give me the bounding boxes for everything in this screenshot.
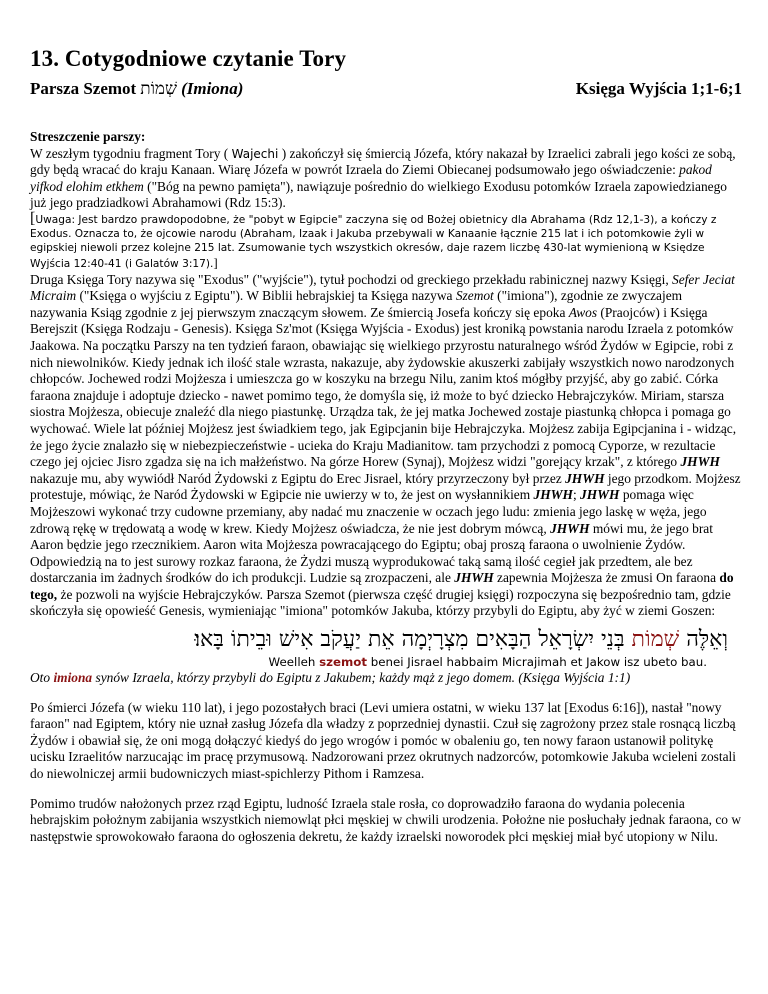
- wajechi-term: Wajechi: [231, 146, 279, 161]
- paragraph-new-pharaoh: Po śmierci Józefa (w wieku 110 lat), i jego pozostałych braci (Levi umiera ostatni, w wieku 137 lat [Exodus 6:16]), nastał "nowy faraon" nad Egiptem, który nie uznał zasług Józefa dla władzy z poprzedniej dynastii. Czuł się zagrożony przez stale rosnącą liczbą Żydów i obawiał się, że oni mogą dołączyć kiedyś do jego wrogów i pomóc w obaleniu go, ten nowy faraon ustanowił politykę ucisku Izraelitów narzucając im pracę przymusową. Nadzorowani przez okrutnych nadzorców, potomkowie Jakuba wcieleni zostali do niewolniczej armii budowniczych miast-spichlerzy Pithom i Ramzesa.: [30, 699, 736, 782]
- parsha-name: [30, 77, 243, 101]
- transliteration: Weelleh szemot benei Jisrael habbaim Micrajimah et Jakow isz ubeto bau.: [268, 655, 707, 670]
- parsha-meaning: (Imiona): [181, 79, 244, 98]
- page-title: 13. Cotygodniowe czytanie Tory: [30, 46, 347, 71]
- parsha-hebrew: שְׁמוֹת: [140, 79, 178, 99]
- quote-pakod: pakod yifkod elohim etkhem: [30, 162, 712, 194]
- book-reference: Księga Wyjścia 1;1-6;1: [575, 79, 742, 98]
- paragraph-intro: W zeszłym tygodniu fragment Tory ( Wajechi ) zakończył się śmiercią Józefa, który nakazał by Izraelici zabrali jego kości ze sobą, gdy będą wracać do kraju Kanaan. Wiarę Józefa w powrót Izraela do Ziemi Obiecanej podsumowało jego oświadczenie: pakod yifkod elohim etkhem ("Bóg na pewno pamięta"), nawiązuje pośrednio do wielkiego Exodusu potomków Izraela zapowiedzianego już jego pradziadkowi Abrahamowi (Rdz 15:3).: [30, 145, 736, 211]
- document-page: [30, 44, 742, 845]
- parsha-subheader: [30, 77, 742, 101]
- hebrew-szemot-highlight: שְׁמוֹת: [631, 627, 680, 653]
- note-block: [Uwaga: Jest bardzo prawdopodobne, że "pobyt w Egipcie" zaczyna się od Bożej obietnicy dla Abrahama (Rdz 12,1-3), a kończy z Exodus. Oznacza to, że ojcowie narodu (Abraham, Izaak i Jakuba przebywali w Kanaanie łącznie 215 lat i ich potomkowie żyli w egipskiej niewoli przez kolejne 215 lat. Zsumowanie tych wszystkich okresów, daje razem liczbę 430-lat wymienioną w Księdze Wyjścia 12:40-41 (i Galatów 3:17).]: [30, 209, 717, 270]
- note-text: Uwaga: Jest bardzo prawdopodobne, że "pobyt w Egipcie" zaczyna się od Bożej obietnicy dla Abrahama (Rdz 12,1-3), a kończy z Exodus. Oznacza to, że ojcowie narodu (Abraham, Izaak i Jakuba przebywali w Kanaanie łącznie 215 lat i ich potomkowie żyli w egipskiej niewoli przez kolejne 215 lat. Zsumowanie tych wszystkich okresów, daje razem liczbę 430-lat wymienioną w Księdze Wyjścia 12:40-41 (i Galatów 3:17).: [30, 213, 717, 270]
- translit-szemot-highlight: szemot: [319, 655, 368, 670]
- paragraph-summary: Druga Księga Tory nazywa się "Exodus" ("wyjście"), tytuł pochodzi od greckiego przekładu rabinicznej nazwy Księgi, Sefer Jeciat Micraim ("Księga o wyjściu z Egiptu"). W Biblii hebrajskiej ta Księga nazywa Szemot ("imiona"), zgodnie ze zwyczajem nazywania Ksiąg zgodnie z jej pierwszym znaczącym słowem. Ze śmiercią Josefa kończy się epoka Awos (Praojców) i Księga Berejszit (Księga Rodzaju - Genesis). Księga Sz'mot (Księga Wyjścia - Exodus) jest kroniką powstania narodu Izraela z potomków Jaakowa. Na początku Parszy na ten tydzień faraon, obawiając się wielkiego przyrostu naturalnego wśród Żydów w Egipcie, robi z nich niewolników. Kiedy jednak ich ilość stale wzrasta, nakazuje, aby żydowskie akuszerki zabijały wszystkich nowo narodzonych chłopców. Jochewed rodzi Mojżesza i umieszcza go w koszyku na brzegu Nilu, zanim ktoś mógłby przyjść, aby go zabić. Córka faraona znajduje i adoptuje dziecko - nawet pomimo tego, że domyśla się, iż może to być dziecko Hebrajczyków. Miriam, starsza siostra Mojżesza, obiecuje znaleźć dla niego piastunkę. Urządza tak, że jej matka Jochewed zostaje piastunką chłopca i pomaga go wychować. Wiele lat później Mojżesz jest świadkiem tego, jak Egipcjanin bije Hebrajczyka. Mojżesz zabija Egipcjanina i - widząc, że jego życie znalazło się w niebezpieczeństwie - ucieka do Kraju Madianitow. tam przychodzi z pomocą Cyporze, w rezultacie czego jej ojciec Jisro zgadza się na ich małżeństwo. Na górze Horew (Synaj), Mojżesz widzi "gorejący krzak", z którego JHWH nakazuje mu, aby wywiódł Naród Żydowski z Egiptu do Erec Jisrael, który przyrzeczony był przez JHWH jego przodkom. Mojżesz protestuje, mówiąc, że Naród Żydowski w Egipcie nie uwierzy w to, że jest on wysłannikiem JHWH; JHWH pomaga więc Mojżeszowi wykonać trzy cudowne przemiany, aby nadać mu znaczenie w oczach jego ludu: zmienia jego laskę w węża, jego zdrową rękę w trędowatą a wodę w krew. Kiedy Mojżesz oświadcza, że nie jest dobrym mówcą, JHWH mówi mu, że jego brat Aaron będzie jego rzecznikiem. Aaron wita Mojżesza powracającego do Egiptu; obaj proszą faraona o uwolnienie Żydów. Odpowiedzią na to jest surowy rozkaz faraona, że Żydzi muszą wyprodukować taką samą ilość cegieł jak przedtem, ale bez dostarczania im żadnych środków do ich produkcji. Ludzie są zrozpaczeni, ale JHWH zapewnia Mojżesza że zmusi On faraona do tego, że pozwoli na wyjście Hebrajczyków. Parsza Szemot (pierwsza część drugiej księgi) rozpoczyna się bezpośrednio tam, gdzie skończyła się opowieść Genesis, wymieniając "imiona" potomków Jakuba, którzy przybyli do Egiptu, aby żyć w ziemi Goszen:: [30, 271, 741, 619]
- paragraph-midwives: Pomimo trudów nałożonych przez rząd Egiptu, ludność Izraela stale rosła, co doprowadziło faraona do wydania polecenia hebrajskim położnym zabijania wszystkich niemowląt płci męskiej w chwili urodzenia. Położne nie posłuchały jednak faraona, co w następstwie sprowokowało faraona do ogłoszenia dekretu, że każdy izraelski noworodek płci męskiej miał być utopiony w Nilu.: [30, 795, 741, 844]
- summary-heading: Streszczenie parszy:: [30, 129, 146, 144]
- parsha-label: Parsza Szemot: [30, 79, 137, 98]
- hebrew-verse: וְאֵלֶּה שְׁמוֹת בְּנֵי יִשְׂרָאֵל הַבָּאִים מִצְרָיְמָה אֵת יַעֲקֹב אִישׁ וּבֵיתוֹ בָּאוּ׃: [194, 627, 728, 653]
- verse-translation: Oto imiona synów Izraela, którzy przybyli do Egiptu z Jakubem; każdy mąż z jego domem. (Księga Wyjścia 1:1): [30, 670, 631, 686]
- translation-imiona-highlight: imiona: [53, 670, 93, 686]
